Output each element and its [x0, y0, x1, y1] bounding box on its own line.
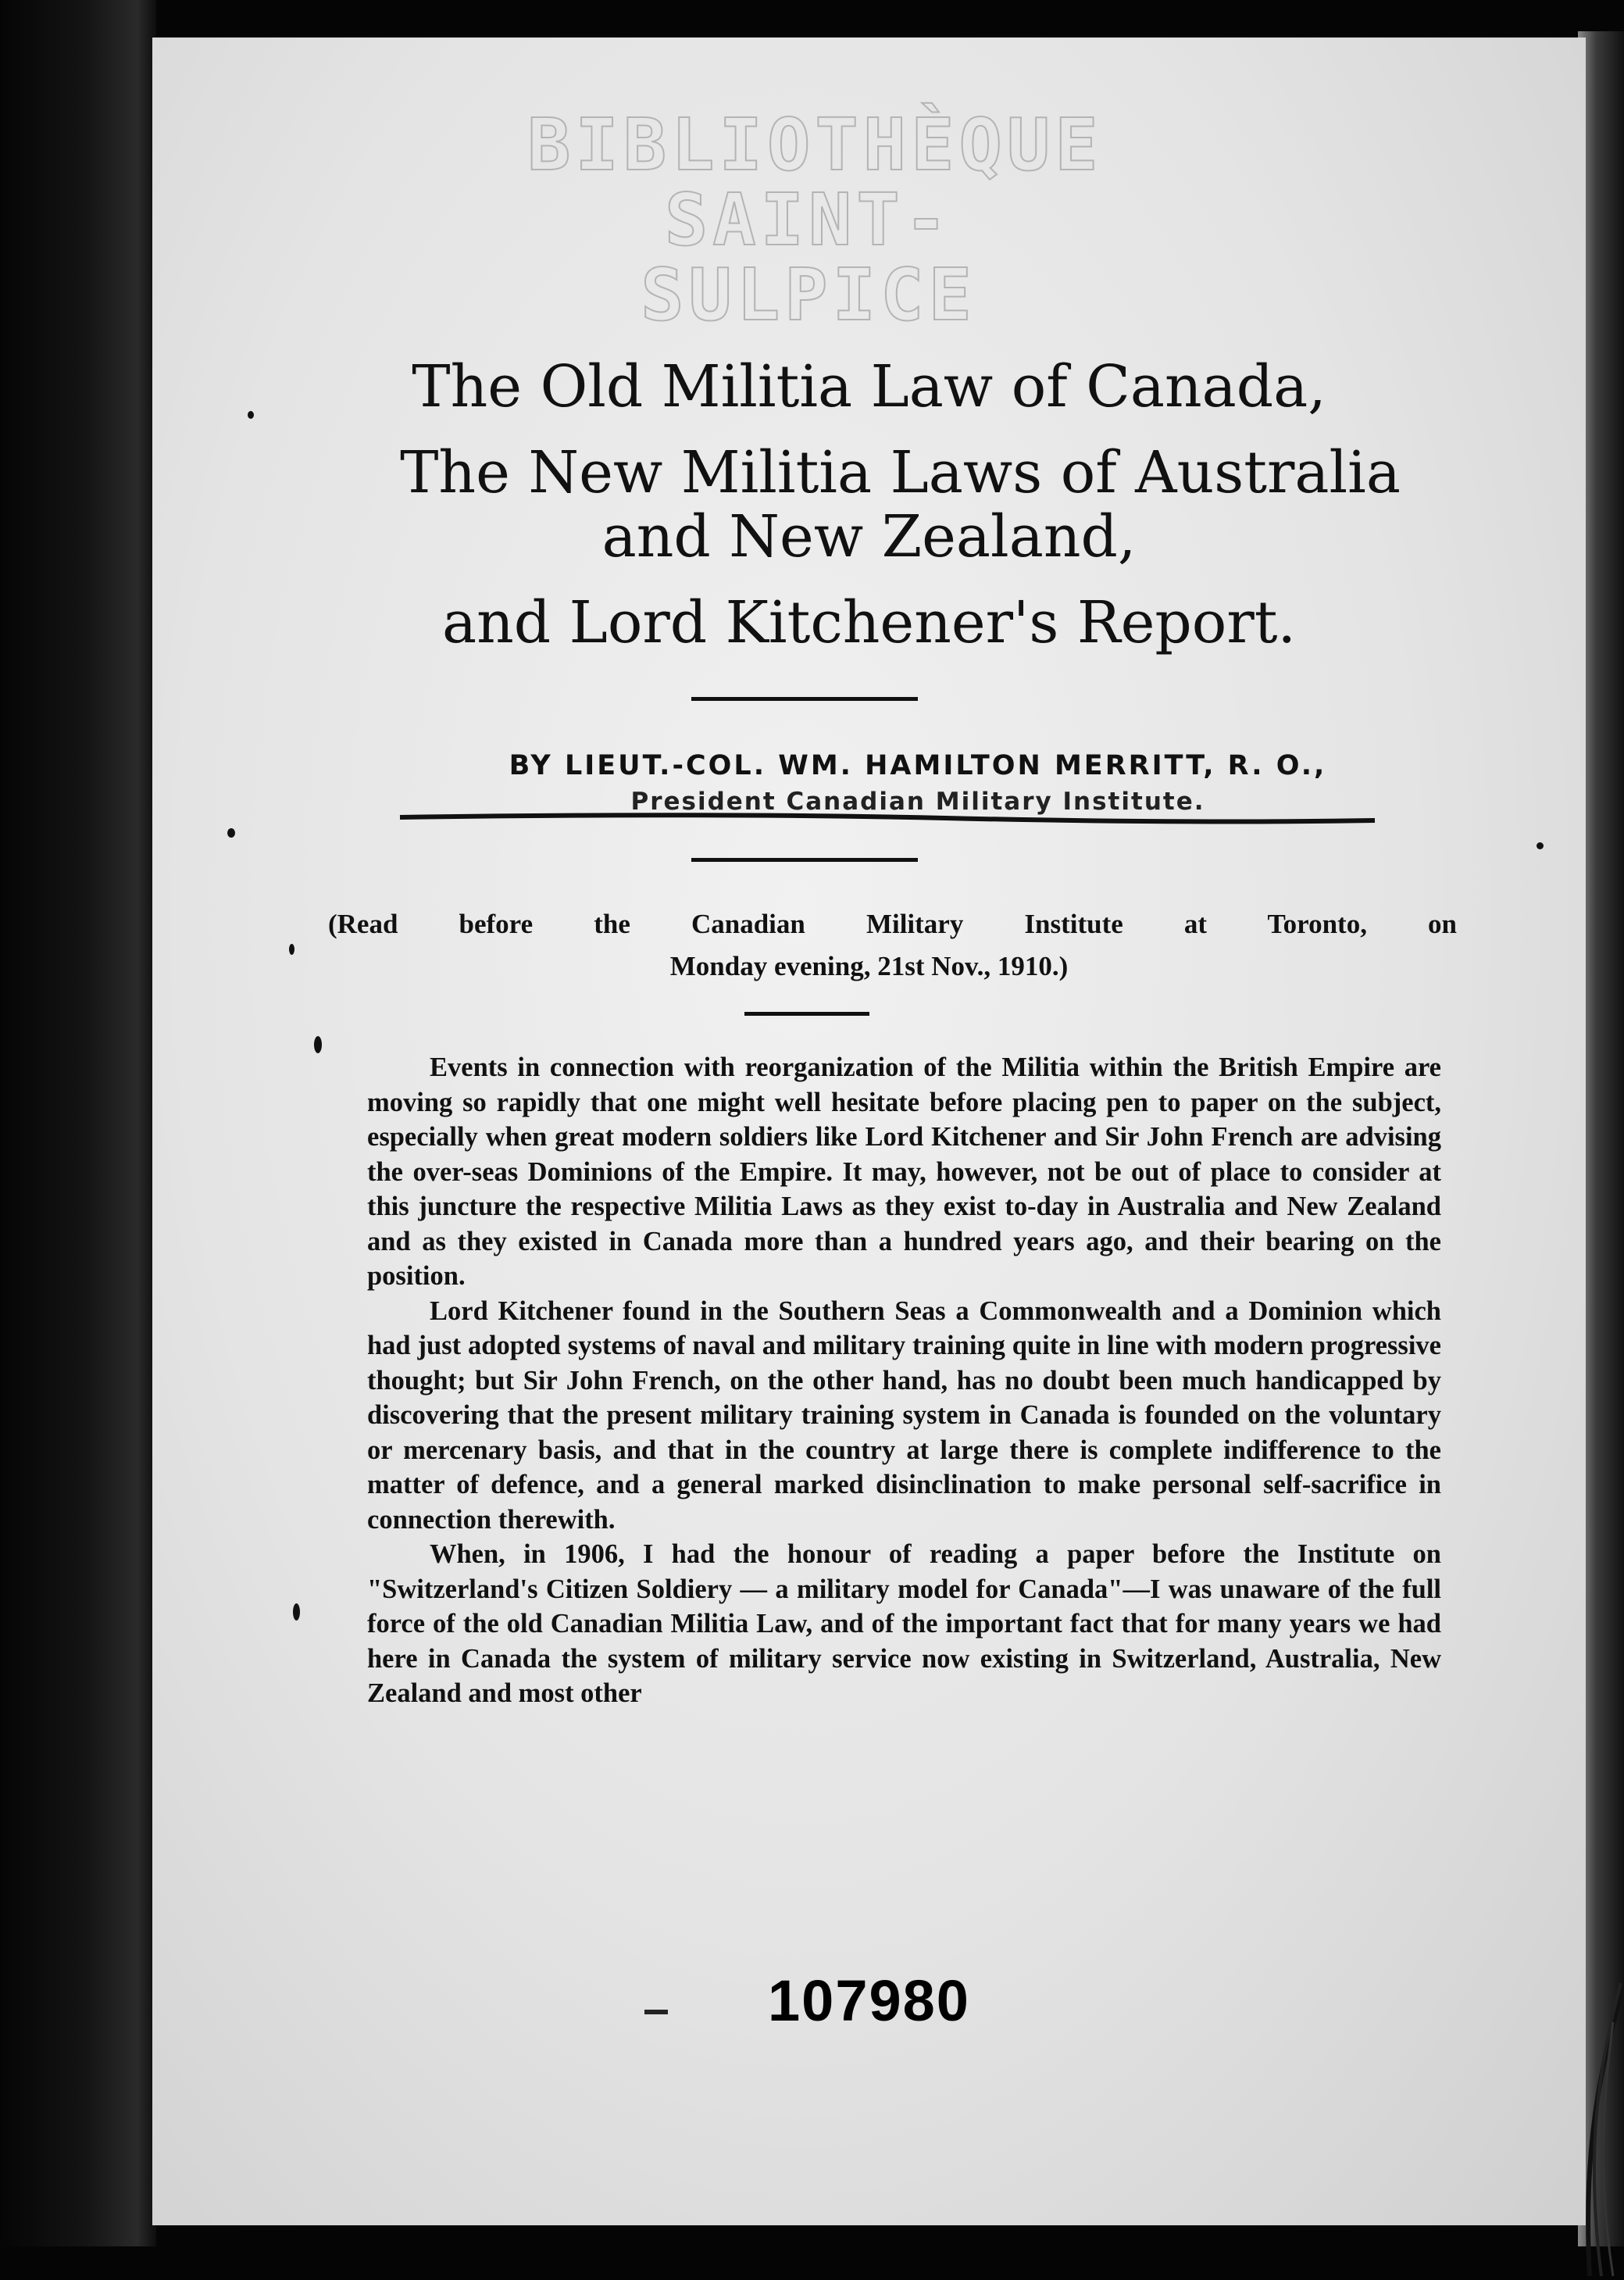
- accession-number: 107980: [768, 1968, 970, 2033]
- ink-speck: [293, 1603, 300, 1621]
- handwritten-underline: [398, 811, 1379, 825]
- ink-speck: [227, 828, 235, 838]
- library-stamp: [527, 103, 1103, 337]
- title-line-2: The New Militia Laws of Australia: [400, 439, 1401, 506]
- ink-speck: [314, 1036, 322, 1053]
- ink-speck: [248, 411, 254, 419]
- paragraph-2-text: Lord Kitchener found in the Southern Seas a Commonwealth and a Dominion which had just adopted systems of naval and military training quite in line with modern progressive thought; but Sir John French, on the other hand, has no doubt been much handicapped by discovering that the present military training system in Canada is founded on the voluntary or mercenary basis, and that in the country at large there is complete indifference to the matter of defence, and a general marked disinclination to make personal self-sacrifice in connection therewith.: [367, 1295, 1441, 1535]
- title-line-4: and Lord Kitchener's Report.: [442, 589, 1296, 656]
- library-stamp-line-1: BIBLIOTHÈQUE: [527, 103, 1103, 187]
- book-binding-edge: [0, 0, 156, 2246]
- title-line-3: and New Zealand,: [601, 503, 1137, 570]
- reading-note-line-2: Monday evening, 21st Nov., 1910.): [669, 951, 1069, 981]
- reading-note: [328, 903, 1457, 988]
- paragraph-1: [367, 1050, 1441, 1294]
- library-stamp-line-2: SAINT-SULPICE: [641, 178, 976, 337]
- ink-speck: [289, 944, 294, 955]
- author-byline: BY LIEUT.-COL. WM. HAMILTON MERRITT, R. O.,: [509, 750, 1327, 781]
- reading-note-line-1: (Read before the Canadian Military Institute at Toronto, on: [328, 909, 1457, 939]
- body-text: [367, 1050, 1441, 1711]
- paragraph-3: [367, 1537, 1441, 1711]
- divider-rule-1: [691, 697, 918, 701]
- title-line-1: The Old Militia Law of Canada,: [412, 353, 1326, 420]
- divider-rule-3: [744, 1012, 869, 1016]
- paragraph-2: [367, 1294, 1441, 1538]
- ink-speck: [1537, 842, 1544, 849]
- paragraph-1-text: Events in connection with reorganization of the Militia within the British Empire are moving so rapidly that one might well hesitate before placing pen to paper on the subject, especially when great modern soldiers like Lord Kitchener and Sir John French are advising the over-seas Dominions of the Empire. It may, however, not be out of place to consider at this juncture the respective Militia Laws as they exist to-day in Australia and New Zealand and as they existed in Canada more than a hundred years ago, and their bearing on the position.: [367, 1052, 1441, 1291]
- divider-rule-2: [691, 858, 918, 862]
- paragraph-3-text: When, in 1906, I had the honour of reading a paper before the Institute on "Switzerland's Citizen Soldiery — a military model for Canada"—I was unaware of the full force of the old Canadian Militia Law, and of the important fact that for many years we had here in Canada the system of military service now existing in Switzerland, Australia, New Zealand and most other: [367, 1539, 1441, 1708]
- author-affiliation: President Canadian Military Institute.: [630, 788, 1205, 816]
- page-curl: [1558, 1952, 1624, 2280]
- scanned-page: [152, 38, 1586, 2225]
